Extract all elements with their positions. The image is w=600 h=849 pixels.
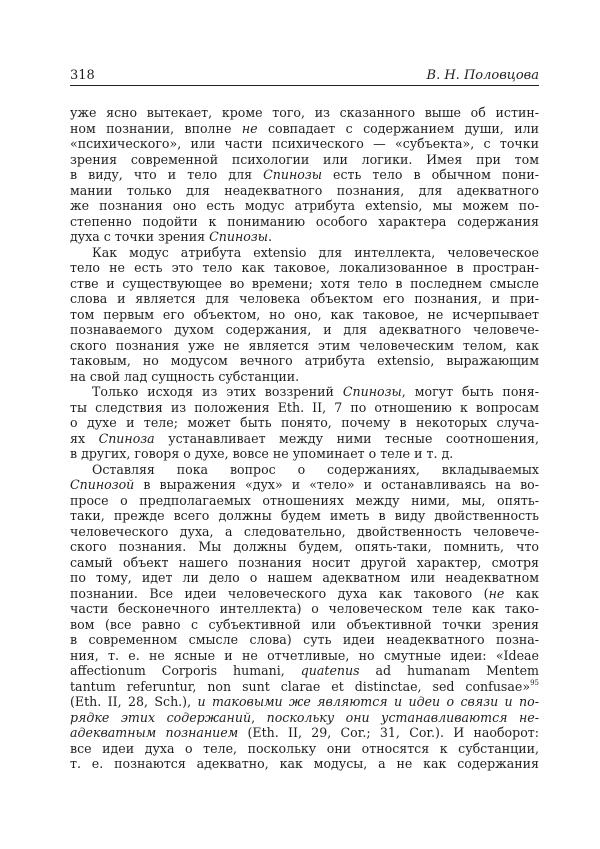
text-run: есть тело в обычном пони- xyxy=(321,167,540,182)
italic-text: quatenus xyxy=(300,663,360,678)
text-line xyxy=(70,229,539,245)
text-line xyxy=(70,462,539,478)
text-line xyxy=(70,415,539,431)
text-run: как xyxy=(504,585,539,601)
text-run: в виду, что и тело для xyxy=(70,167,264,182)
text-run: (Eth. II, 28, Sch.), xyxy=(70,694,198,709)
paragraph xyxy=(70,384,539,462)
text-line xyxy=(70,276,539,292)
page-number: 318 xyxy=(70,68,95,83)
text-line xyxy=(70,539,539,555)
text-run: совпадает с содержанием души, или xyxy=(257,120,539,136)
text-run: по тому, идет ли дело о нашем адекватном или неадекватном xyxy=(70,570,539,585)
text-run: ского познания уже не является этим человеческим телом, как xyxy=(70,337,539,353)
text-run: Оставляя пока вопрос о содержаниях, вкладываемых xyxy=(92,461,539,477)
text-line xyxy=(70,477,539,493)
text-run: Только исходя из этих воззрений xyxy=(92,384,343,399)
text-line xyxy=(70,136,539,152)
text-run: таковым, но модусом вечного атрибута extensio, выражающим xyxy=(70,353,539,368)
text-run: уже ясно вытекает, кроме того, из сказанного выше об истин- xyxy=(70,105,539,120)
text-run: ского познания. Мы должны будем, опять-таки, помнить, что xyxy=(70,539,539,554)
text-line xyxy=(70,400,539,416)
text-run: tantum referuntur, non sunt clarae et distinctae, sed confusae» xyxy=(70,678,531,694)
text-line xyxy=(70,586,539,602)
text-line xyxy=(70,741,539,757)
text-line xyxy=(70,493,539,509)
text-line xyxy=(70,648,539,664)
text-run: человеческого духа, а следовательно, двойственность человече- xyxy=(70,523,539,539)
text-line xyxy=(70,431,539,447)
text-run: в других, говоря о духе, вовсе не упоминает о теле и т. д. xyxy=(70,446,454,461)
italic-text: поскольку они устанавливаются не- xyxy=(266,709,539,725)
text-line xyxy=(70,338,539,354)
text-run: ты следствия из положения Eth. II, 7 по отношению к вопросам xyxy=(70,399,539,415)
text-line xyxy=(70,725,539,741)
text-line xyxy=(70,260,539,276)
italic-text: адекватным познанием xyxy=(70,725,239,740)
text-run: зрения современной психологии или логики. Имея при том xyxy=(70,151,539,167)
text-run: , могут быть поня- xyxy=(401,384,539,399)
running-head-author: В. Н. Половцова xyxy=(426,68,539,83)
text-line xyxy=(70,369,539,385)
text-run: устанавливает между ними тесные соотношения, xyxy=(154,430,539,446)
text-line xyxy=(70,245,539,261)
text-line xyxy=(70,152,539,168)
italic-text: Спинозы xyxy=(209,229,268,244)
text-line xyxy=(70,632,539,648)
text-line xyxy=(70,694,539,710)
text-line xyxy=(70,384,539,400)
text-line xyxy=(70,214,539,230)
text-run: . xyxy=(267,229,272,244)
text-run: степенно подойти к пониманию особого характера содержания xyxy=(70,213,539,229)
text-line xyxy=(70,322,539,338)
italic-text: не xyxy=(488,585,505,601)
text-run: слова и является для человека объектом его познания, и при- xyxy=(70,291,539,306)
text-run: мании только для неадекватного познания, для адекватного xyxy=(70,182,539,198)
footnote-marker[interactable]: 95 xyxy=(530,678,539,687)
paragraph xyxy=(70,105,539,245)
text-line xyxy=(70,617,539,633)
text-line xyxy=(70,121,539,137)
text-line xyxy=(70,663,539,679)
text-run: духа с точки зрения xyxy=(70,229,210,244)
paragraph xyxy=(70,462,539,772)
text-run: ном познании, вполне xyxy=(70,120,242,136)
text-run: познании. Все идеи человеческого духа как такового ( xyxy=(70,585,489,601)
text-line xyxy=(70,353,539,369)
italic-text: Спиноза xyxy=(98,430,155,446)
text-run: таки, прежде всего должны будем иметь в виду двойственность xyxy=(70,508,539,523)
italic-text: Спинозы xyxy=(342,384,402,399)
text-line xyxy=(70,105,539,121)
italic-text: и таковыми же являются и идеи о связи и по- xyxy=(197,694,539,709)
text-line xyxy=(70,524,539,540)
text-run: ния, т. е. не ясные и не отчетливые, но смутные идеи: «Ideae xyxy=(70,647,539,663)
italic-text: рядке этих содержаний xyxy=(70,709,252,725)
text-run: тело не есть это тело как таковое, локализованное в простран- xyxy=(70,260,539,275)
text-run: том первым его объектом, но оно, как таковое, не исчерпывает xyxy=(70,306,539,322)
text-line xyxy=(70,710,539,726)
text-run: в современном смысле слова) суть идеи неадекватного позна- xyxy=(70,632,539,647)
text-run: на свой лад сущность субстанции. xyxy=(70,368,300,384)
text-line xyxy=(70,756,539,772)
text-line xyxy=(70,508,539,524)
text-run: все идеи духа о теле, поскольку они относятся к субстанции, xyxy=(70,740,539,756)
text-run: Как модус атрибута extensio для интеллекта, человеческое xyxy=(92,244,539,260)
italic-text: Спинозы xyxy=(263,167,322,182)
text-run: , xyxy=(251,709,267,725)
text-run: просе о предполагаемых отношениях между ними, мы, опять- xyxy=(70,492,539,508)
text-run: о духе и теле; может быть понято, почему в некоторых случа- xyxy=(70,415,539,430)
text-run: же познания оно есть модус атрибута extensio, мы можем по- xyxy=(70,198,539,213)
text-line xyxy=(70,183,539,199)
text-run: (Eth. II, 29, Cor.; 31, Cor.). И наоборот: xyxy=(238,725,539,740)
text-line xyxy=(70,570,539,586)
page-body xyxy=(70,105,539,772)
text-line xyxy=(70,601,539,617)
italic-text: Спинозой xyxy=(70,477,135,492)
text-run: в выражения «дух» и «тело» и останавливаясь на во- xyxy=(134,477,539,492)
text-run: «психического», или части психического — «субъекта», с точки xyxy=(70,136,539,151)
text-run: самый объект нашего познания носит другой характер, смотря xyxy=(70,554,539,570)
text-line xyxy=(70,555,539,571)
paragraph xyxy=(70,245,539,385)
text-line xyxy=(70,679,539,695)
text-run: вом (все равно с субъективной или объективной точки зрения xyxy=(70,616,539,632)
text-run: стве и существующее во времени; хотя тело в последнем смысле xyxy=(70,275,539,291)
italic-text: не xyxy=(241,120,258,136)
text-line xyxy=(70,446,539,462)
text-line xyxy=(70,291,539,307)
running-header xyxy=(70,66,539,86)
text-line xyxy=(70,198,539,214)
text-run: т. е. познаются адекватно, как модусы, а не как содержания xyxy=(70,756,539,771)
text-line xyxy=(70,307,539,323)
text-line xyxy=(70,167,539,183)
text-run: познаваемого духом содержания, и для адекватного человече- xyxy=(70,322,539,337)
text-run: части бесконечного интеллекта) о человеческом теле как тако- xyxy=(70,601,539,616)
text-run: ях xyxy=(70,430,99,446)
text-run: affectionum Corporis humani, xyxy=(70,663,301,678)
text-run: ad humanam Mentem xyxy=(359,663,540,678)
